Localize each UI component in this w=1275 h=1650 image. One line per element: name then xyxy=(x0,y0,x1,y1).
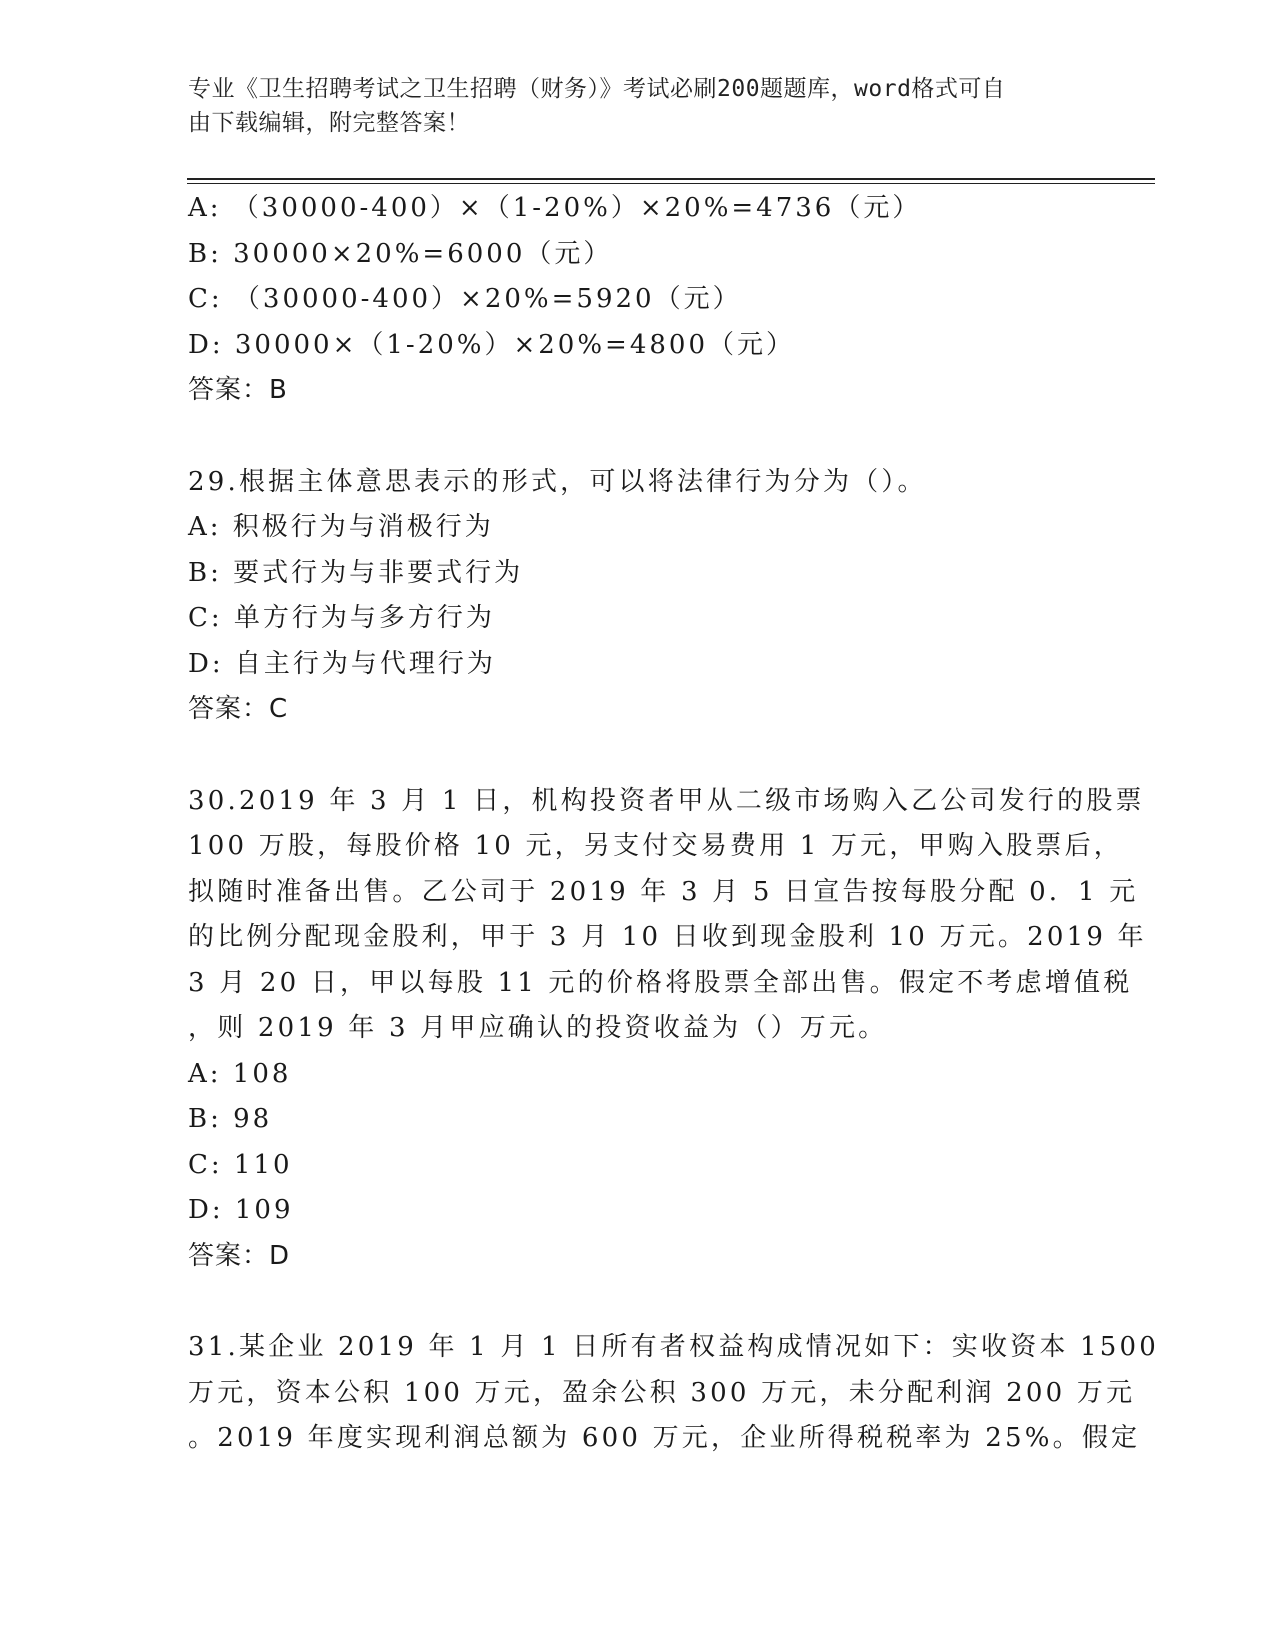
option-b: B: 30000×20%=6000（元） xyxy=(188,238,613,269)
option-b: B: 98 xyxy=(188,1104,273,1134)
question-stem-line: 拟随时准备出售。乙公司于 2019 年 3 月 5 日宣告按每股分配 0．1 元 xyxy=(188,876,1139,907)
option-a: A: 108 xyxy=(188,1058,292,1089)
question-stem-line: 3 月 20 日，甲以每股 11 元的价格将股票全部出售。假定不考虑增值税 xyxy=(188,967,1133,998)
question-30-block xyxy=(188,779,1147,1280)
header-divider xyxy=(187,178,1155,180)
option-d: D: 109 xyxy=(188,1195,294,1225)
document-header xyxy=(188,72,1068,140)
question-stem-line: ，则 2019 年 3 月甲应确认的投资收益为（）万元。 xyxy=(188,1013,888,1043)
spacer xyxy=(188,414,1088,460)
question-stem-line: 100 万股，每股价格 10 元，另支付交易费用 1 万元，甲购入股票后， xyxy=(188,831,1123,861)
option-b: B: 要式行为与非要式行为 xyxy=(188,557,524,588)
spacer xyxy=(188,1279,1088,1325)
option-d: D: 30000×（1-20%）×20%=4800（元） xyxy=(188,329,796,360)
answer-line: 答案：D xyxy=(188,1240,291,1271)
question-28-block xyxy=(188,186,1088,414)
spacer xyxy=(188,733,1088,779)
question-29-block xyxy=(188,460,1088,733)
option-c: C: 单方行为与多方行为 xyxy=(188,603,495,633)
document-body xyxy=(188,186,1160,1462)
answer-line: 答案：B xyxy=(188,375,288,405)
question-stem-line: 的比例分配现金股利，甲于 3 月 10 日收到现金股利 10 万元。2019 年 xyxy=(188,922,1147,952)
question-stem-line: 。2019 年度实现利润总额为 600 万元，企业所得税税率为 25%。假定 xyxy=(188,1423,1141,1453)
option-c: C: 110 xyxy=(188,1149,293,1180)
question-stem-line: 万元，资本公积 100 万元，盈余公积 300 万元，未分配利润 200 万元 xyxy=(188,1377,1136,1408)
header-line-2: 由下载编辑，附完整答案！ xyxy=(188,110,470,136)
answer-line: 答案：C xyxy=(188,694,289,724)
header-divider-thin xyxy=(187,183,1155,184)
header-line-1: 专业《卫生招聘考试之卫生招聘（财务）》考试必刷200题题库，word格式可自 xyxy=(188,76,1006,102)
option-d: D: 自主行为与代理行为 xyxy=(188,648,496,679)
option-a: A: 积极行为与消极行为 xyxy=(188,512,494,542)
question-stem: 29.根据主体意思表示的形式，可以将法律行为分为（）。 xyxy=(188,466,927,497)
option-a: A: （30000-400）×（1-20%）×20%=4736（元） xyxy=(188,193,922,223)
question-stem-line: 31.某企业 2019 年 1 月 1 日所有者权益构成情况如下：实收资本 1500 xyxy=(188,1332,1160,1362)
question-31-block xyxy=(188,1325,1160,1462)
question-stem-line: 30.2019 年 3 月 1 日，机构投资者甲从二级市场购入乙公司发行的股票 xyxy=(188,785,1145,816)
option-c: C: （30000-400）×20%=5920（元） xyxy=(188,284,742,314)
